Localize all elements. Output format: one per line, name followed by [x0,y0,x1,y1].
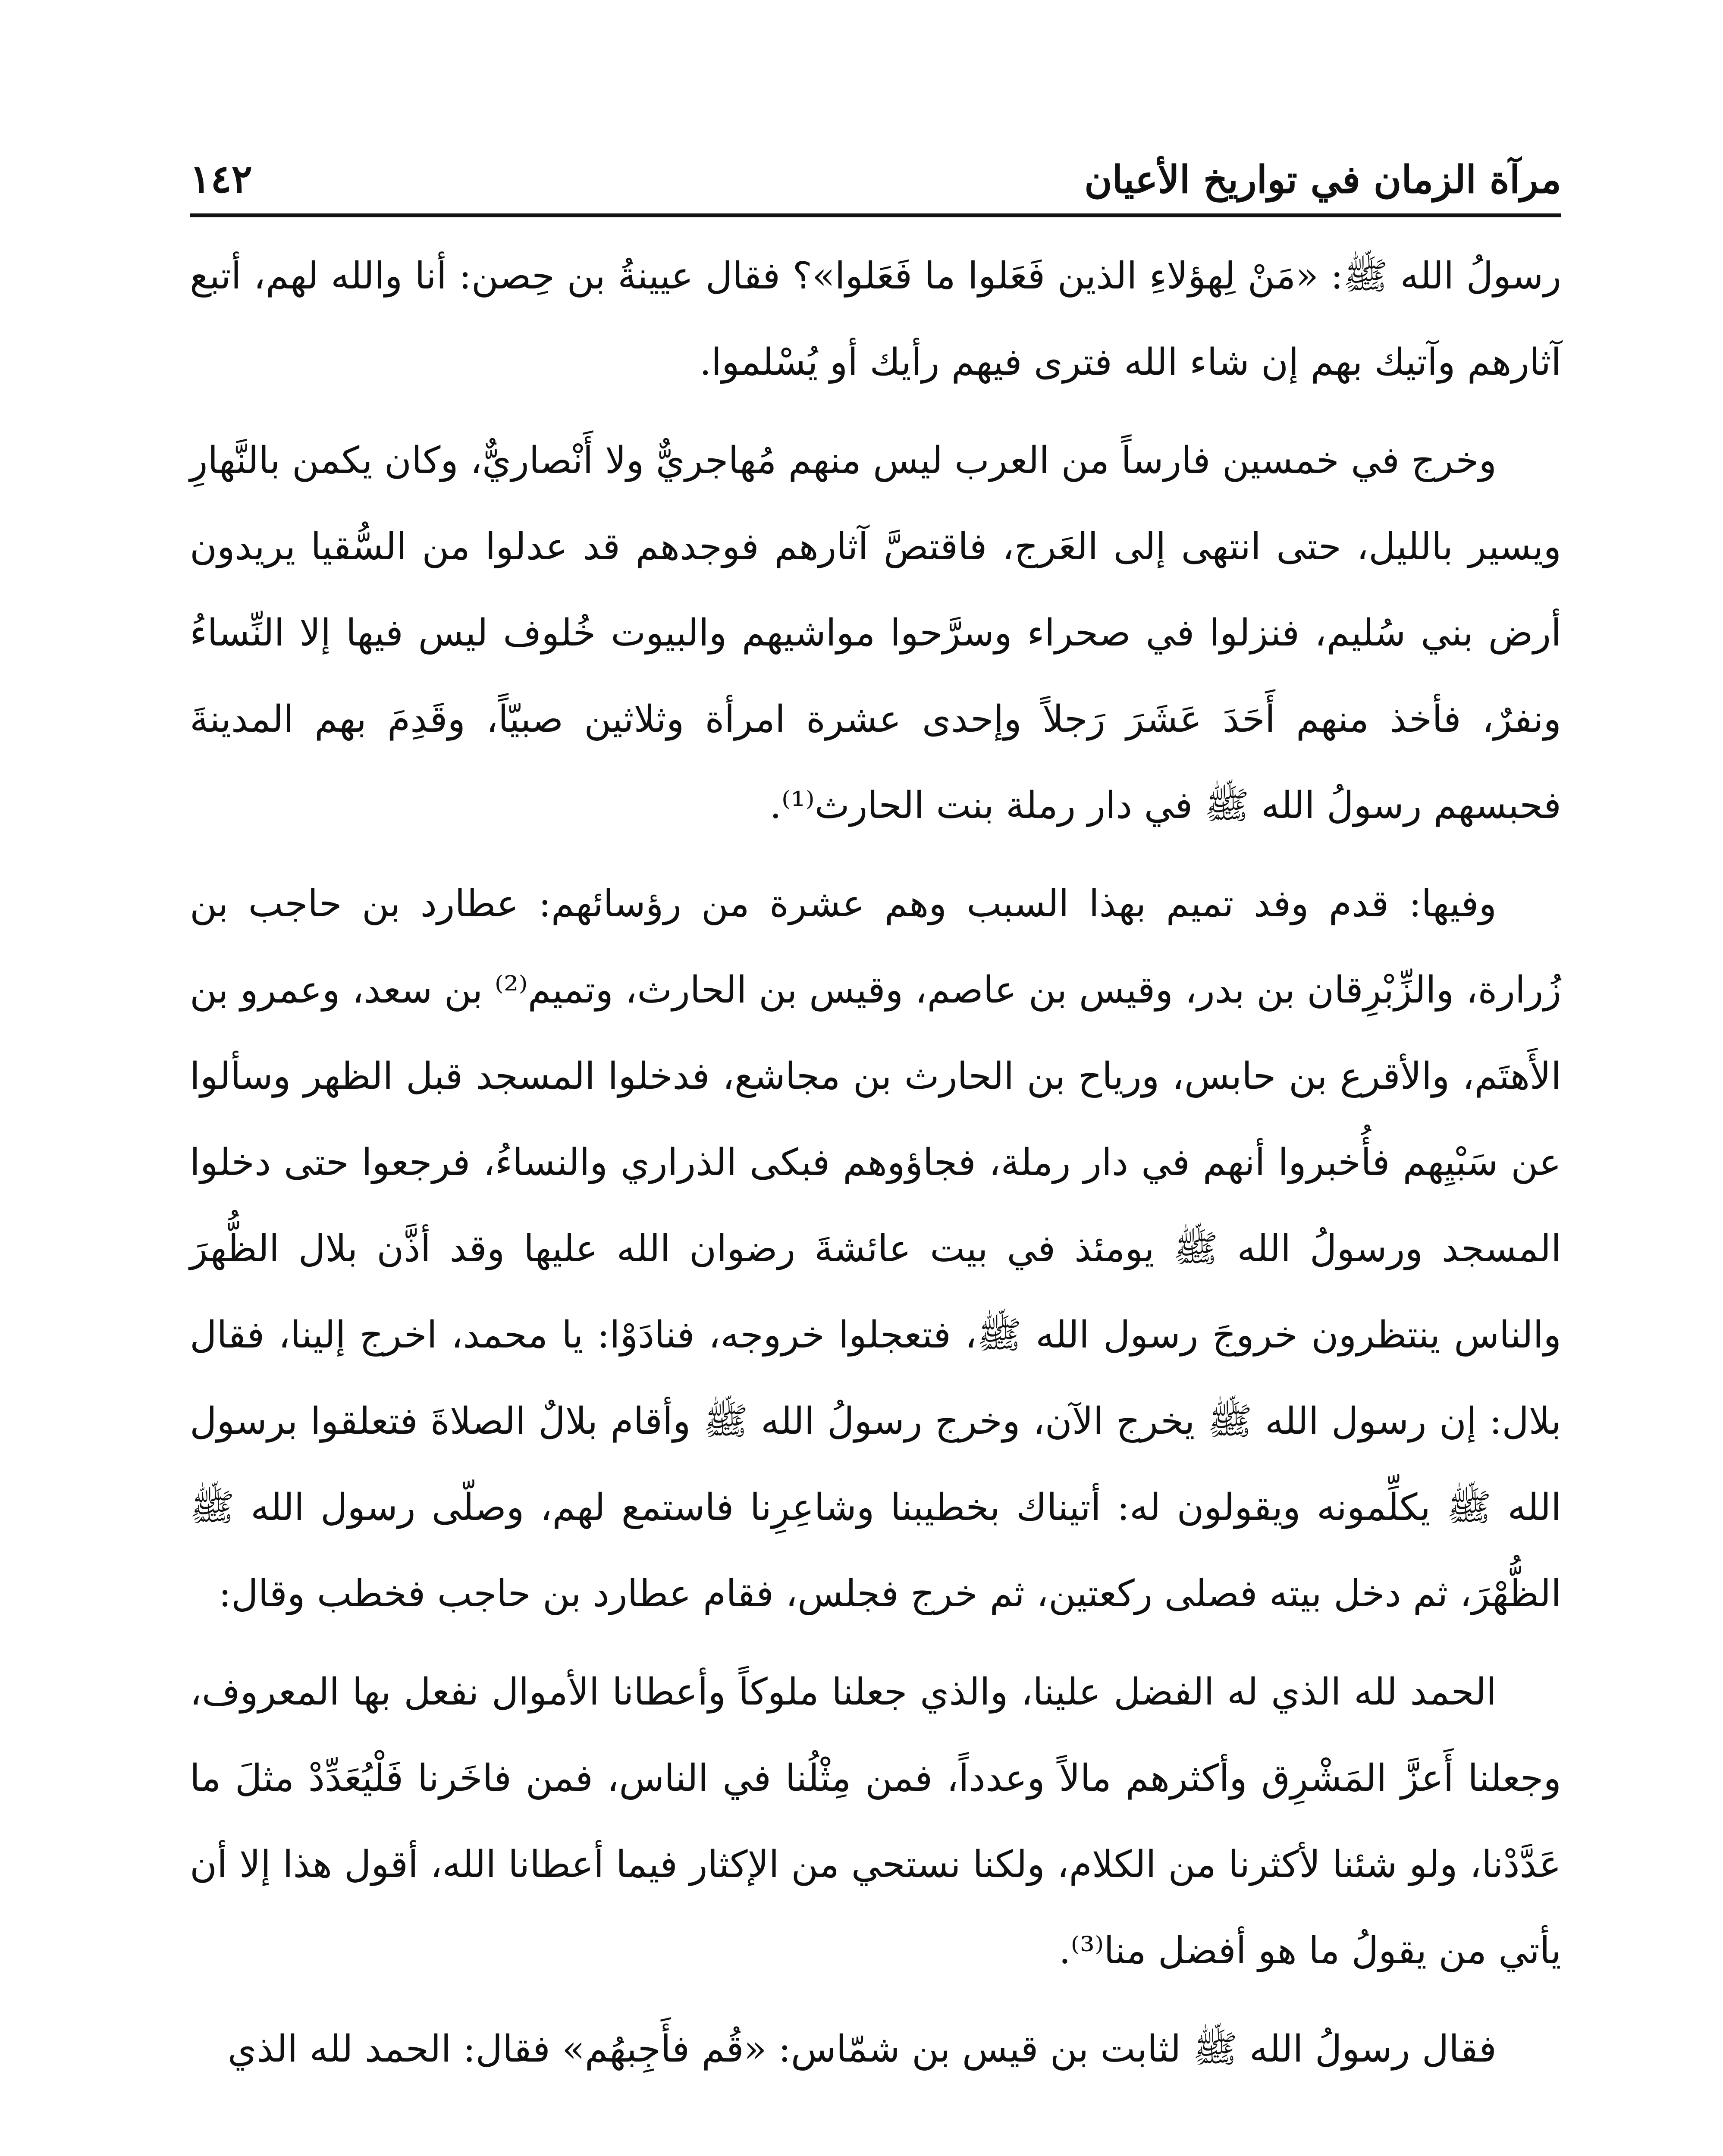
header-rule [190,213,1561,217]
page-number: ١٤٢ [190,156,253,202]
paragraph-5: فقال رسولُ الله ﷺ لثابت بن قيس بن شمّاس: «قُم فأَجِبهُم» فقال: الحمد لله الذي [227,2028,1497,2071]
paragraph-3: وفيها: قدم وفد تميم بهذا السبب وهم عشرة من رؤسائهم: عطارد بن حاجب بن زُرارة، والزِّبْرِقان بن بدر، وقيس بن عاصم، وقيس بن الحارث، وتميم⁽²⁾ بن سعد، وعمرو بن الأَهتَم، والأقرع بن حابس، ورياح بن الحارث بن مجاشع، فدخلوا المسجد قبل الظهر وسألوا عن سَبْيِهم فأُخبروا أنهم في دار رملة، فجاؤوهم فبكى الذراري والنساءُ، فرجعوا حتى دخلوا المسجد ورسولُ الله ﷺ يومئذ في بيت عائشةَ رضوان الله عليها وقد أذَّن بلال الظُّهرَ والناس ينتظرون خروجَ رسول الله ﷺ، فتعجلوا خروجه، فنادَوْا: يا محمد، اخرج إلينا، فقال بلال: إن رسول الله ﷺ يخرج الآن، وخرج رسولُ الله ﷺ وأقام بلالٌ الصلاةَ فتعلقوا برسول الله ﷺ يكلِّمونه ويقولون له: أتيناك بخطيبنا وشاعِرِنا فاستمع لهم، وصلّى رسول الله ﷺ الظُّهْرَ، ثم دخل بيته فصلى ركعتين، ثم خرج فجلس، فقام عطارد بن حاجب فخطب وقال: [190,882,1561,1615]
main-text [190,233,1561,2104]
page-header [190,142,1561,202]
paragraph-2: وخرج في خمسين فارساً من العرب ليس منهم مُهاجريٌّ ولا أَنْصاريٌّ، وكان يكمن بالنَّهارِ ويسير بالليل، حتى انتهى إلى العَرج، فاقتصَّ آثارهم فوجدهم قد عدلوا من السُّقيا يريدون أرض بني سُليم، فنزلوا في صحراء وسرَّحوا مواشيهم والبيوت خُلوف ليس فيها إلا النِّساءُ ونفرٌ، فأخذ منهم أَحَدَ عَشَرَ رَجلاً وإحدى عشرة امرأة وثلاثين صبيّاً، وقَدِمَ بهم المدينةَ فحبسهم رسولُ الله ﷺ في دار رملة بنت الحارث⁽¹⁾. [190,439,1561,827]
paragraph-1: رسولُ الله ﷺ: «مَنْ لِهؤلاءِ الذين فَعَلوا ما فَعَلوا»؟ فقال عيينةُ بن حِصن: أنا والله لهم، أتبع آثارهم وآتيك بهم إن شاء الله فترى فيهم رأيك أو يُسْلموا. [190,254,1561,384]
paragraph-4: الحمد لله الذي له الفضل علينا، والذي جعلنا ملوكاً وأعطانا الأموال نفعل بها المعروف، وجعلنا أَعزَّ المَشْرِق وأكثرهم مالاً وعدداً، فمن مِثْلُنا في الناس، فمن فاخَرنا فَلْيُعَدِّدْ مثلَ ما عَدَّدْنا، ولو شئنا لأكثرنا من الكلام، ولكنا نستحي من الإكثار فيما أعطانا الله، أقول هذا إلا أن يأتي من يقولُ ما هو أفضل منا⁽³⁾. [190,1670,1561,1972]
running-title: مرآة الزمان في تواريخ الأعيان [1084,157,1561,202]
